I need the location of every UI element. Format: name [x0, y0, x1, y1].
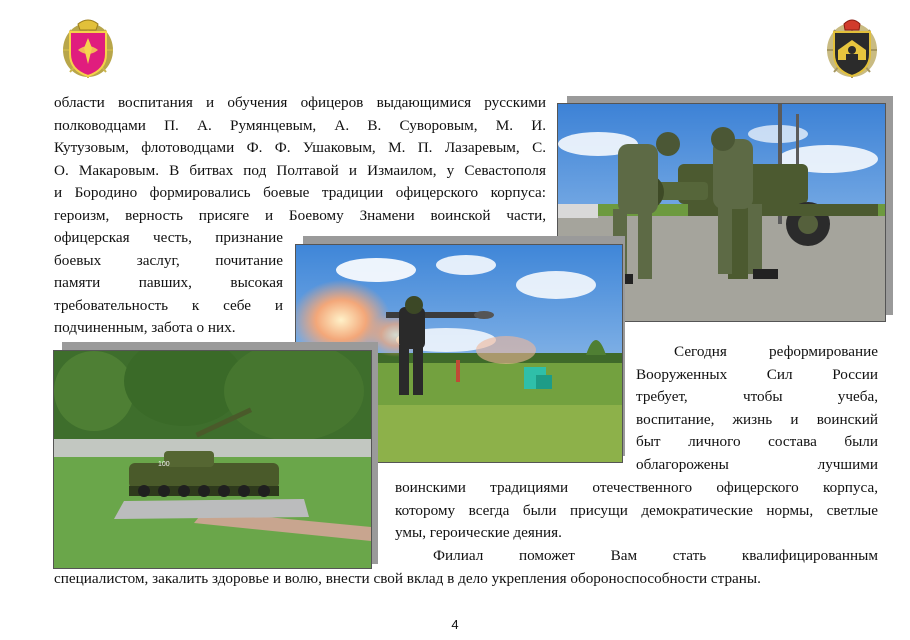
text-line: полководцами П. А. Румянцевым, А. В. Суворовым, М. И. [54, 116, 546, 134]
text-line: и Бородино формировались боевые традиции офицерского корпуса: [54, 184, 546, 202]
page-number: 4 [451, 617, 459, 632]
text-line: Сегодня реформирование [674, 343, 878, 360]
text-line: требует, чтобы учеба, [636, 388, 878, 406]
paragraph-3-line-2 [54, 568, 884, 591]
text-line: Кутузовым, флотоводцами Ф. Ф. Ушаковым, М. П. Лазаревым, С. [54, 139, 546, 157]
paragraph-3-line-1 [395, 545, 878, 568]
hull-number: 100 [158, 461, 170, 468]
paragraph-1-full-width [54, 92, 546, 228]
text-line: умы, героические деяния. [395, 524, 562, 542]
paragraph-2-narrow [636, 341, 878, 477]
text-line: боевых заслуг, почитание [54, 251, 283, 269]
text-line: специалистом, закалить здоровье и волю, внести свой вклад в дело укрепления обороноспособности страны. [54, 570, 761, 587]
text-line: офицерская честь, признание [54, 229, 283, 246]
armored-vehicle-monument-photo [53, 350, 372, 569]
text-line: подчиненным, забота о них. [54, 319, 236, 337]
paragraph-1-narrow [54, 227, 283, 340]
text-line: О. Макаровым. В битвах под Полтавой и Измаилом, у Севастополя [54, 161, 546, 179]
military-emblem-dark-shield-icon [826, 14, 878, 80]
text-line: героизм, верность присяге и Боевому Знамени воинской части, [54, 206, 546, 224]
military-emblem-pink-shield-icon [62, 14, 114, 80]
paragraph-2-wide [395, 477, 878, 545]
text-line: быт личного состава были [636, 433, 878, 451]
text-line: воспитание, жизнь и воинский [636, 410, 878, 428]
text-line: Филиал поможет Вам стать квалифицированным [433, 547, 878, 564]
text-line: воинскими традициями отечественного офицерского корпуса, [395, 479, 878, 496]
text-line: области воспитания и обучения офицеров выдающимися русскими [54, 94, 546, 111]
text-line: требовательность к себе и [54, 296, 283, 314]
text-line: которому всегда были присущи демократические нормы, светлые [395, 501, 878, 519]
text-line: облагорожены лучшими [636, 455, 878, 473]
text-line: Вооруженных Сил России [636, 365, 878, 383]
text-line: памяти павших, высокая [54, 274, 283, 292]
